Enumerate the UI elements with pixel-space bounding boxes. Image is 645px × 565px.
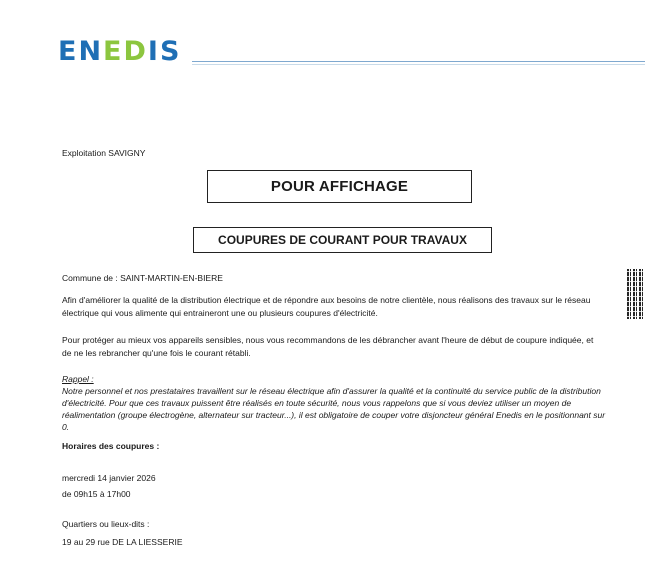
protection-paragraph: Pour protéger au mieux vos appareils sensibles, nous vous recommandons de les débrancher avant l'heure de début de coupure indiquée, et de ne les rebrancher qu'une fois le courant rétabli. [62,335,594,358]
rappel-block [62,373,607,433]
rappel-label: Rappel : [62,374,94,384]
quartiers-title: Quartiers ou lieux-dits : [62,519,150,529]
outage-date: mercredi 14 janvier 2026 [62,473,156,483]
notice-title: POUR AFFICHAGE [207,170,472,203]
header-rule-secondary [192,64,645,65]
commune-line: Commune de : SAINT-MARTIN-EN-BIERE [62,273,223,283]
exploitation-label: Exploitation SAVIGNY [62,148,146,158]
intro-paragraph: Afin d'améliorer la qualité de la distribution électrique et de répondre aux besoins de notre clientèle, nous réalisons des travaux sur le réseau électrique qui vous alimente qui entraineront une ou plusieurs coupures d'électricité. [62,295,591,318]
horaires-title: Horaires des coupures : [62,441,160,451]
notice-subtitle: COUPURES DE COURANT POUR TRAVAUX [193,227,492,253]
street-line: 19 au 29 rue DE LA LIESSERIE [62,537,183,547]
header-rule [192,61,645,62]
logo-part-en: EN [58,36,104,67]
rappel-text: Notre personnel et nos prestataires travaillent sur le réseau électrique afin d'assurer la qualité et la continuité du service public de la distribution d'électricité. Pour que ces travaux puissent être réalisés en toute sécurité, nous vous rappelons que si vous deviez utiliser un moyen de réalimentation (groupe électrogène, alternateur sur tracteur...), il est obligatoire de couper votre disjoncteur général Enedis en le positionnant sur 0. [62,386,606,432]
enedis-logo [58,36,181,67]
logo-part-ed: ED [103,36,148,67]
qr-code-icon [627,269,645,319]
outage-hours: de 09h15 à 17h00 [62,489,131,499]
logo-part-is: IS [147,36,182,67]
